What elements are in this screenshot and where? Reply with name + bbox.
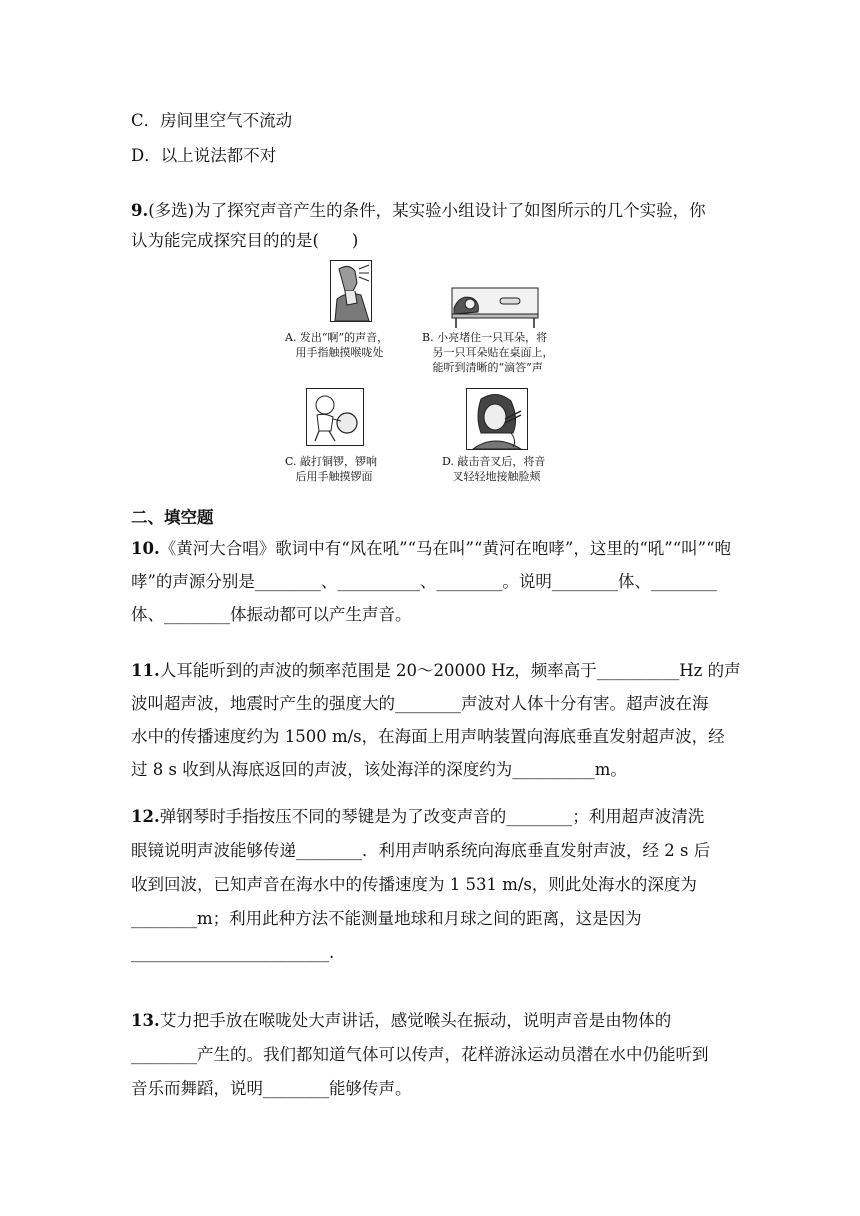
caption-d: D. 敲击音叉后，将音 叉轻轻地接触脸颊 <box>442 455 546 483</box>
ear-on-desk-image <box>450 286 540 328</box>
tuning-fork-image <box>466 388 528 450</box>
question-13-line-1 <box>131 1010 671 1032</box>
question-12-line-4: ________m；利用此种方法不能测量地球和月球之间的距离，这是因为 <box>131 909 642 928</box>
question-10-line-2: 哮”的声源分别是________、__________、________。说明________体、________ <box>131 572 717 591</box>
question-text: 《黄河大合唱》歌词中有“风在吼”“马在叫”“黄河在咆哮”，这里的“吼”“叫”“咆 <box>159 539 732 558</box>
caption-b: B. 小亮堵住一只耳朵，将 另一只耳朵贴在桌面上， 能听到清晰的“滴答”声 <box>422 331 554 374</box>
question-text: (多选)为了探究声音产生的条件，某实验小组设计了如图所示的几个实验，你 <box>148 201 706 220</box>
question-11-line-2: 波叫超声波，地震时产生的强度大的________声波对人体十分有害。超声波在海 <box>131 694 709 713</box>
gong-image <box>306 388 364 446</box>
question-10-line-1 <box>131 538 732 560</box>
question-text: 弹钢琴时手指按压不同的琴键是为了改变声音的________；利用超声波清洗 <box>159 807 705 826</box>
question-number: 11. <box>131 661 160 680</box>
question-11-line-3: 水中的传播速度约为 1500 m/s，在海面上用声呐装置向海底垂直发射超声波，经 <box>131 727 725 746</box>
section-title: 二、填空题 <box>131 508 214 527</box>
question-number: 10. <box>131 539 160 558</box>
question-text: 艾力把手放在喉咙处大声讲话，感觉喉头在振动，说明声音是由物体的 <box>159 1011 672 1030</box>
question-9-line-2: 认为能完成探究目的的是( ) <box>131 231 359 250</box>
caption-c: C. 敲打铜锣，锣响 后用手触摸锣面 <box>285 455 378 483</box>
question-13-line-2: ________产生的。我们都知道气体可以传声，花样游泳运动员潜在水中仍能听到 <box>131 1045 709 1064</box>
question-12-line-5: ________________________. <box>131 943 335 962</box>
question-10-line-3: 体、________体振动都可以产生声音。 <box>131 605 412 624</box>
question-13-line-3: 音乐而舞蹈，说明________能够传声。 <box>131 1079 412 1098</box>
experiment-figure <box>280 258 590 488</box>
option-c: C．房间里空气不流动 <box>131 111 293 130</box>
question-11-line-4: 过 8 s 收到从海底返回的声波，该处海洋的深度约为__________m。 <box>131 760 627 779</box>
question-12-line-1 <box>131 806 704 828</box>
question-number: 9. <box>131 201 149 220</box>
throat-touch-image <box>330 260 372 322</box>
question-text: 人耳能听到的声波的频率范围是 20～20000 Hz，频率高于__________Hz 的声 <box>159 661 741 680</box>
caption-a: A. 发出“啊”的声音， 用手指触摸喉咙处 <box>285 331 389 359</box>
question-9-line-1 <box>131 200 706 222</box>
question-11-line-1 <box>131 660 741 682</box>
question-number: 12. <box>131 807 160 826</box>
question-12-line-3: 收到回波，已知声音在海水中的传播速度为 1 531 m/s，则此处海水的深度为 <box>131 875 697 894</box>
question-12-line-2: 眼镜说明声波能够传递________．利用声呐系统向海底垂直发射声波，经 2 s 后 <box>131 841 711 860</box>
question-number: 13. <box>131 1011 160 1030</box>
option-d: D．以上说法都不对 <box>131 146 277 165</box>
